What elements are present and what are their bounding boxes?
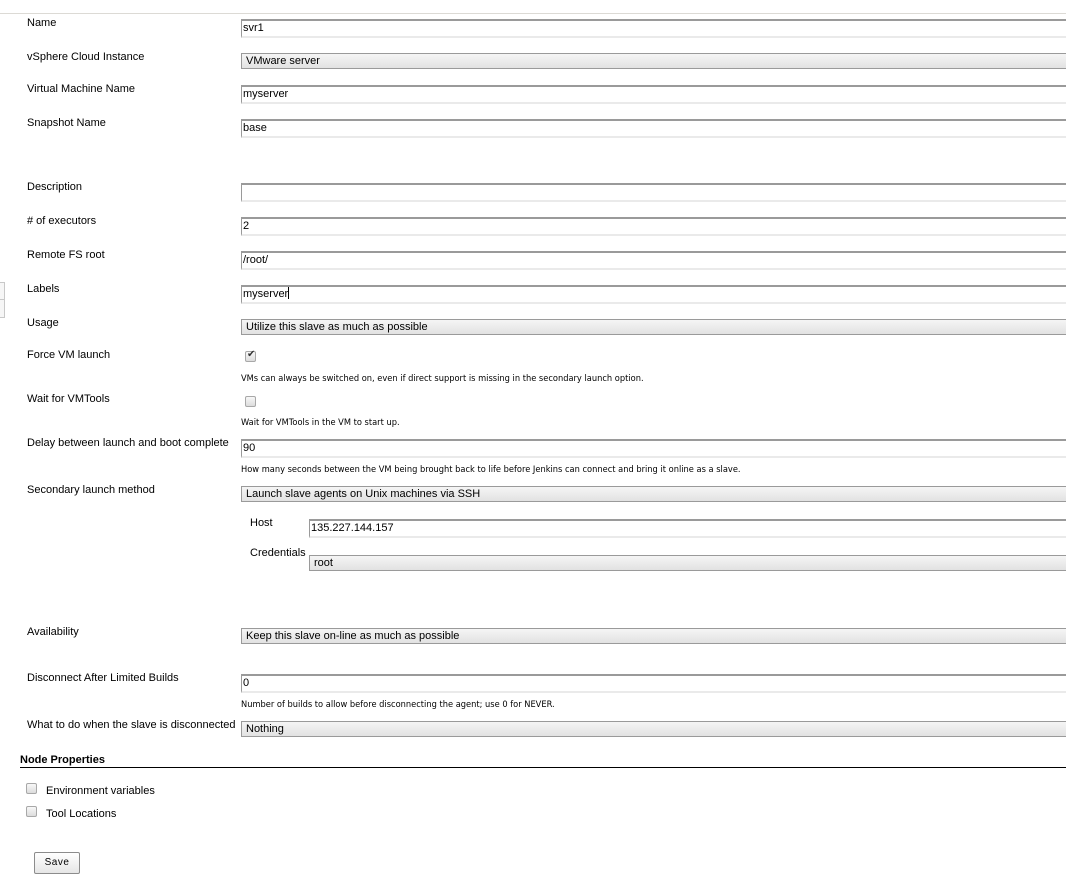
secondary-launch-label: Secondary launch method	[27, 484, 155, 496]
tool-locations-label: Tool Locations	[46, 808, 117, 820]
name-input[interactable]: svr1	[241, 19, 1066, 38]
text-cursor	[288, 287, 289, 299]
availability-select[interactable]: Keep this slave on-line as much as possible	[241, 628, 1066, 644]
node-properties-heading: Node Properties	[20, 754, 1066, 768]
labels-value: myserver	[243, 288, 289, 300]
description-label: Description	[27, 181, 83, 193]
executors-input[interactable]: 2	[241, 217, 1066, 236]
credentials-select[interactable]: root	[309, 555, 1066, 571]
host-input[interactable]: 135.227.144.157	[309, 519, 1066, 538]
host-label: Host	[250, 517, 273, 529]
vm-name-label: Virtual Machine Name	[27, 83, 136, 95]
executors-label: # of executors	[27, 215, 97, 227]
snapshot-name-label: Snapshot Name	[27, 117, 106, 129]
tool-locations-checkbox[interactable]	[26, 806, 37, 817]
cloud-instance-select[interactable]: VMware server	[241, 53, 1066, 69]
usage-select[interactable]: Utilize this slave as much as possible	[241, 319, 1066, 335]
disconnect-limit-help: Number of builds to allow before disconnecting the agent; use 0 for NEVER.	[241, 700, 555, 710]
force-vm-launch-label: Force VM launch	[27, 349, 111, 361]
labels-label: Labels	[27, 283, 60, 295]
secondary-launch-select[interactable]: Launch slave agents on Unix machines via SSH	[241, 486, 1066, 502]
on-disconnect-select[interactable]: Nothing	[241, 721, 1066, 737]
cloud-instance-label: vSphere Cloud Instance	[27, 51, 145, 63]
wait-vmtools-checkbox[interactable]	[245, 396, 256, 407]
side-panel-edge	[0, 282, 5, 318]
name-label: Name	[27, 17, 57, 29]
snapshot-name-input[interactable]: base	[241, 119, 1066, 138]
wait-vmtools-label: Wait for VMTools	[27, 393, 110, 405]
credentials-label: Credentials	[250, 547, 306, 559]
delay-input[interactable]: 90	[241, 439, 1066, 458]
disconnect-limit-input[interactable]: 0	[241, 674, 1066, 693]
delay-help: How many seconds between the VM being brought back to life before Jenkins can connect and bring it online as a slave.	[241, 465, 741, 475]
labels-input[interactable]	[241, 285, 1066, 304]
env-vars-checkbox[interactable]	[26, 783, 37, 794]
save-button[interactable]: Save	[34, 852, 80, 874]
remote-fs-input[interactable]: /root/	[241, 251, 1066, 270]
force-vm-launch-checkbox[interactable]	[245, 351, 256, 362]
wait-vmtools-help: Wait for VMTools in the VM to start up.	[241, 418, 400, 428]
availability-label: Availability	[27, 626, 79, 638]
description-input[interactable]	[241, 183, 1066, 202]
env-vars-label: Environment variables	[46, 785, 155, 797]
force-vm-launch-help: VMs can always be switched on, even if direct support is missing in the secondary launch option.	[241, 374, 644, 384]
on-disconnect-label: What to do when the slave is disconnected	[27, 719, 236, 731]
remote-fs-label: Remote FS root	[27, 249, 105, 261]
disconnect-limit-label: Disconnect After Limited Builds	[27, 672, 179, 684]
checkmark-icon: ✔	[247, 349, 256, 360]
usage-label: Usage	[27, 317, 59, 329]
delay-label: Delay between launch and boot complete	[27, 437, 229, 449]
top-divider	[0, 13, 1066, 14]
vm-name-input[interactable]: myserver	[241, 85, 1066, 104]
